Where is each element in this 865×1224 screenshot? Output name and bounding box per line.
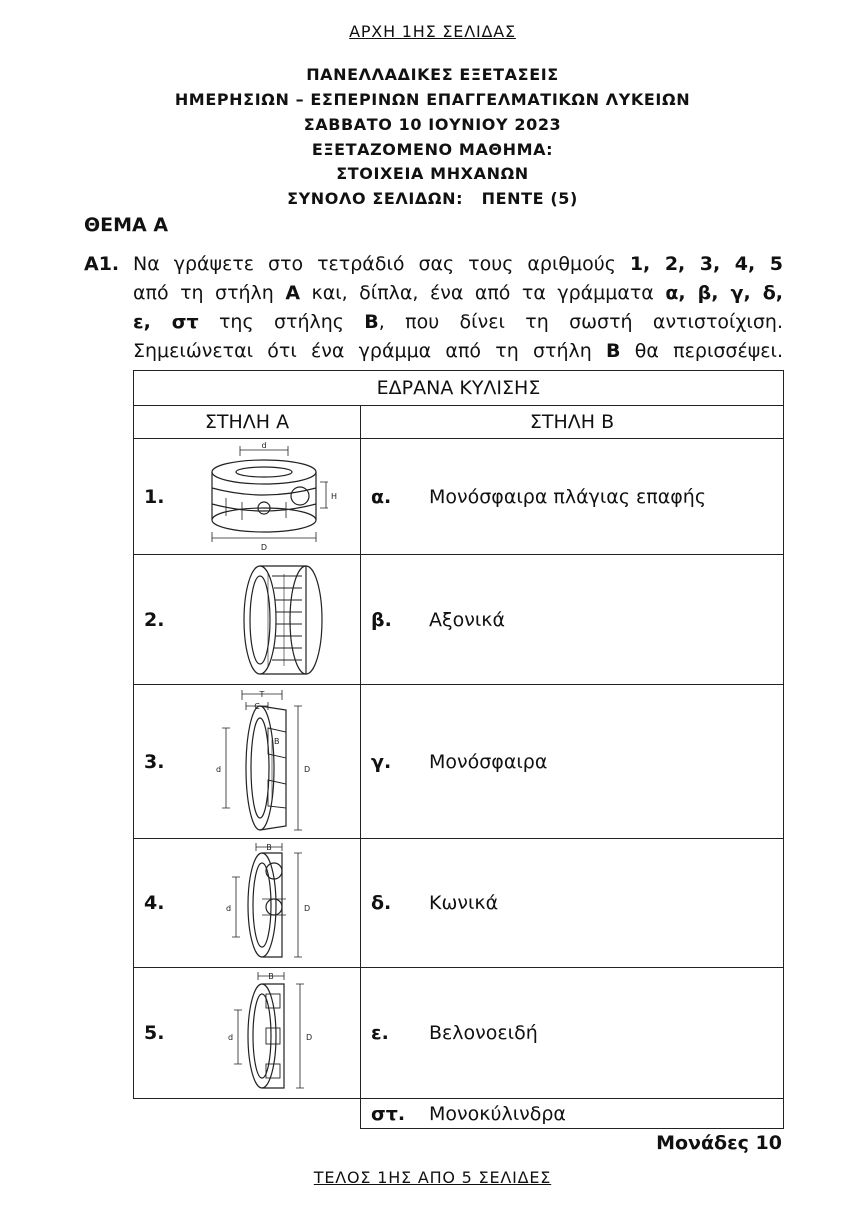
empty-cell [134,1099,361,1129]
row-text: Κωνικά [429,892,499,914]
dimension-label: D [260,542,268,552]
table-row-extra [134,1099,784,1129]
bottom-running-footer: ΤΕΛΟΣ 1ΗΣ ΑΠΟ 5 ΣΕΛΙΔΕΣ [313,1168,552,1187]
column-a-cell [134,555,361,685]
row-text: Βελονοειδή [429,1022,538,1044]
header-line-4: ΕΞΕΤΑΖΟΜΕΝΟ ΜΑΘΗΜΑ: [311,140,554,159]
header-line-5: ΣΤΟΙΧΕΙΑ ΜΗΧΑΝΩΝ [336,164,529,183]
header-line-6: ΣΥΝΟΛΟ ΣΕΛΙΔΩΝ: ΠΕΝΤΕ (5) [287,189,578,208]
dimension-label: d [261,441,267,450]
header-line-3: ΣΑΒΒΑΤΟ 10 ΙΟΥΝΙΟΥ 2023 [303,115,562,134]
column-b-header: ΣΤΗΛΗ Β [361,406,784,439]
question-text [133,250,783,366]
column-a-cell [134,839,361,968]
column-b-cell [361,555,784,685]
table-row [134,685,784,839]
dimension-label: D [306,1033,313,1042]
column-a-cell [134,968,361,1099]
row-letter: δ. [371,892,392,914]
bearings-table [133,370,784,1129]
row-number: 5. [144,1022,165,1044]
column-a-header: ΣΤΗΛΗ Α [134,406,361,439]
table-row [134,439,784,555]
column-b-cell [361,839,784,968]
row-text: Μονόσφαιρα [429,750,548,773]
table-title: ΕΔΡΑΝΑ ΚΥΛΙΣΗΣ [134,371,784,406]
table-row [134,968,784,1099]
column-a-cell [134,685,361,839]
marks-label: Μονάδες 10 [656,1132,782,1154]
question-line-4: Σημειώνεται ότι ένα γράμμα από τη στήλη Β θα περισσέψει. [133,340,783,362]
dimension-label: T [259,689,265,699]
row-number: 1. [144,485,165,508]
dimension-label: B [274,736,280,746]
table-row [134,555,784,685]
row-text: Μονόσφαιρα πλάγιας επαφής [429,485,706,508]
dimension-label: D [304,764,311,774]
row-letter: β. [371,608,392,631]
question-line-1: Να γράψετε στο τετράδιό σας τους αριθμούς 1, 2, 3, 4, 5 [133,253,783,275]
row-number: 4. [144,892,165,914]
dimension-label: D [304,904,311,913]
question-label: Α1. [84,253,120,275]
table-row [134,839,784,968]
cylindrical-roller-bearing-drawing [202,970,352,1096]
row-number: 2. [144,608,165,631]
tapered-roller-bearing-drawing [202,688,352,836]
row-letter: στ. [371,1102,406,1125]
dimension-label: d [216,764,222,774]
header-line-1: ΠΑΝΕΛΛΑΔΙΚΕΣ ΕΞΕΤΑΣΕΙΣ [306,65,559,84]
column-b-cell [361,685,784,839]
section-title: ΘΕΜΑ Α [84,214,169,236]
dimension-label: C [254,701,260,711]
dimension-label: H [331,491,338,501]
needle-bearing-drawing [202,560,352,680]
ball-bearing-drawing [202,841,352,965]
column-b-cell [361,968,784,1099]
dimension-label: d [228,1033,234,1042]
row-letter: ε. [371,1022,389,1044]
header-line-2: ΗΜΕΡΗΣΙΩΝ – ΕΣΠΕΡΙΝΩΝ ΕΠΑΓΓΕΛΜΑΤΙΚΩΝ ΛΥΚΕΙΩΝ [174,90,691,109]
column-b-cell [361,1099,784,1129]
row-text: Μονοκύλινδρα [429,1102,566,1125]
row-letter: α. [371,485,392,508]
dimension-label: B [268,972,274,981]
question-line-2: από τη στήλη Α και, δίπλα, ένα από τα γράμματα α, β, γ, δ, [133,282,783,304]
question-line-3: ε, στ της στήλης Β, που δίνει τη σωστή αντιστοίχιση. [133,311,783,333]
top-running-header: ΑΡΧΗ 1ΗΣ ΣΕΛΙΔΑΣ [349,22,516,41]
row-number: 3. [144,750,165,773]
dimension-label: B [266,843,272,852]
row-text: Αξονικά [429,608,505,631]
dimension-label: d [226,904,232,913]
row-letter: γ. [371,750,392,773]
column-a-cell [134,439,361,555]
column-b-cell [361,439,784,555]
thrust-bearing-drawing [202,442,352,552]
